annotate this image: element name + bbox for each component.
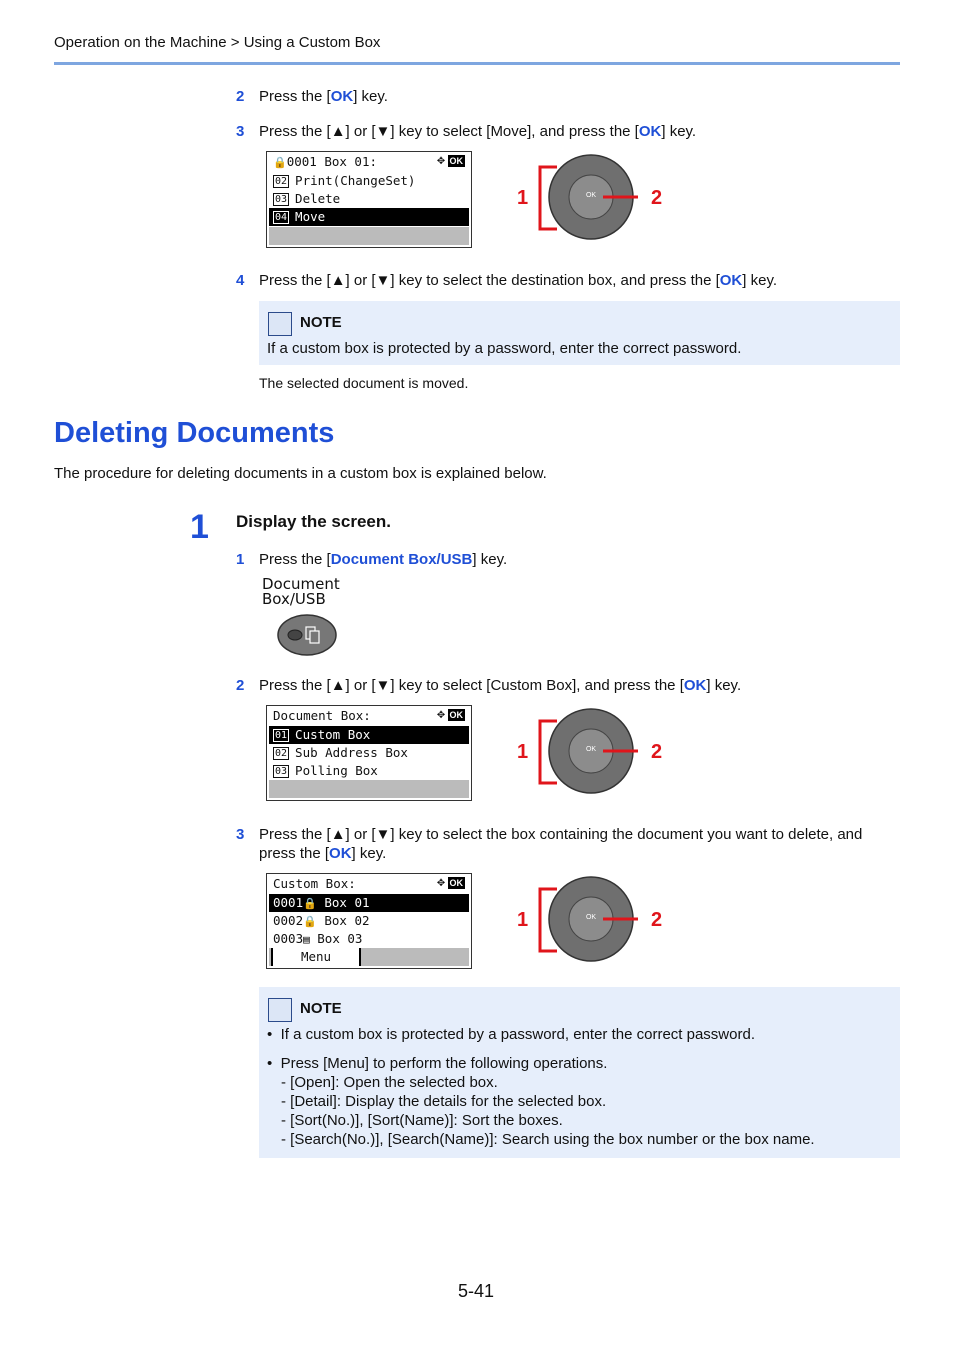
lcd-title: Document Box: <box>273 708 371 723</box>
breadcrumb: Operation on the Machine > Using a Custom Box <box>54 34 381 51</box>
lock-box-icon: 🔒 <box>303 915 317 928</box>
callout-2: 2 <box>651 187 663 209</box>
step-number: 2 <box>236 88 245 105</box>
ok-icon: OK <box>449 156 463 166</box>
callout-2: 2 <box>651 741 663 763</box>
navigate-arrows-icon: ✥ <box>437 153 445 168</box>
header-rule <box>54 62 900 65</box>
step-text: Press the [▲] or [▼] key to select [Custom Box], and press the [OK] key. <box>259 677 742 694</box>
lcd-row[interactable]: 0003▤ Box 03 <box>273 931 363 946</box>
ok-dial-diagram <box>510 152 670 242</box>
lcd-row[interactable]: 0002🔒 Box 02 <box>273 913 370 928</box>
callout-2: 2 <box>651 909 663 931</box>
ok-icon: OK <box>449 710 463 720</box>
note-text: If a custom box is protected by a password, enter the correct password. <box>267 340 742 357</box>
box-icon: ▤ <box>303 933 310 946</box>
callout-1: 1 <box>517 187 529 209</box>
lcd-row-selected[interactable]: 01 Custom Box <box>269 726 469 744</box>
step-text: Press the [Document Box/USB] key. <box>259 551 508 568</box>
lcd-softkey-bar <box>269 227 469 245</box>
note-sub-item: - [Sort(No.)], [Sort(Name)]: Sort the boxes. <box>281 1112 563 1129</box>
step-text: Press the [▲] or [▼] key to select [Move], and press the [OK] key. <box>259 123 697 140</box>
step-text-line1: Press the [▲] or [▼] key to select the box containing the document you want to delete, and <box>259 826 863 843</box>
step-title: Display the screen. <box>236 512 391 531</box>
step-text-line2: press the [OK] key. <box>259 845 387 862</box>
callout-1: 1 <box>517 909 529 931</box>
lock-icon: 🔒 <box>273 156 287 169</box>
step-number: 1 <box>236 551 245 568</box>
step-text: Press the [OK] key. <box>259 88 388 105</box>
lcd-row-selected[interactable]: 04 Move <box>269 208 469 226</box>
ok-key-ref: OK <box>329 845 352 862</box>
document-box-key[interactable] <box>276 613 338 657</box>
lcd-title: Custom Box: <box>273 876 356 891</box>
step-number: 2 <box>236 677 245 694</box>
ok-label: OK <box>585 192 597 199</box>
lcd-row[interactable]: 03 Polling Box <box>275 763 378 778</box>
key-label: Document Box/USB <box>262 575 340 608</box>
ok-label: OK <box>585 746 597 753</box>
ok-dial-diagram <box>510 706 670 796</box>
callout-1: 1 <box>517 741 529 763</box>
note-box <box>259 301 900 365</box>
note-box <box>259 987 900 1158</box>
lcd-row-selected[interactable]: 0001🔒 Box 01 <box>269 894 469 912</box>
ok-label: OK <box>585 914 597 921</box>
navigate-arrows-icon: ✥ <box>437 875 445 890</box>
step-number: 3 <box>236 123 245 140</box>
big-step-number: 1 <box>190 508 209 546</box>
result-text: The selected document is moved. <box>259 375 469 391</box>
lcd-row[interactable]: 02 Sub Address Box <box>275 745 408 760</box>
ok-key-ref: OK <box>719 272 743 289</box>
lcd-row[interactable]: 02 Print(ChangeSet) <box>275 173 416 188</box>
ok-key-ref: OK <box>330 88 354 105</box>
lcd-panel-move <box>266 151 472 248</box>
lcd-softkey-bar <box>269 780 469 798</box>
navigate-arrows-icon: ✥ <box>437 707 445 722</box>
note-title: NOTE <box>300 314 342 331</box>
menu-softkey[interactable]: Menu <box>271 948 361 966</box>
note-bullet: • Press [Menu] to perform the following operations. <box>267 1055 608 1072</box>
note-sub-item: - [Detail]: Display the details for the selected box. <box>281 1093 607 1110</box>
lcd-panel-custom-box <box>266 873 472 969</box>
note-icon <box>268 998 292 1022</box>
note-icon <box>268 312 292 336</box>
lcd-panel-document-box <box>266 705 472 801</box>
document-box-key-ref: Document Box/USB <box>330 551 473 568</box>
lcd-row[interactable]: 03 Delete <box>275 191 341 206</box>
step-number: 3 <box>236 826 245 843</box>
lcd-title: 🔒0001 Box 01: <box>273 154 378 169</box>
note-sub-item: - [Search(No.)], [Search(Name)]: Search using the box number or the box name. <box>281 1131 815 1148</box>
ok-icon: OK <box>449 878 463 888</box>
ok-key-ref: OK <box>638 123 662 140</box>
ok-key-ref: OK <box>683 677 707 694</box>
step-number: 4 <box>236 272 245 289</box>
page-number: 5-41 <box>458 1281 495 1301</box>
section-heading: Deleting Documents <box>54 417 335 449</box>
intro-text: The procedure for deleting documents in a custom box is explained below. <box>54 465 547 482</box>
note-bullet: • If a custom box is protected by a password, enter the correct password. <box>267 1026 755 1043</box>
lock-box-icon: 🔒 <box>303 897 317 910</box>
note-title: NOTE <box>300 1000 342 1017</box>
step-text: Press the [▲] or [▼] key to select the destination box, and press the [OK] key. <box>259 272 777 289</box>
note-sub-item: - [Open]: Open the selected box. <box>281 1074 498 1091</box>
ok-dial-diagram <box>510 874 670 964</box>
